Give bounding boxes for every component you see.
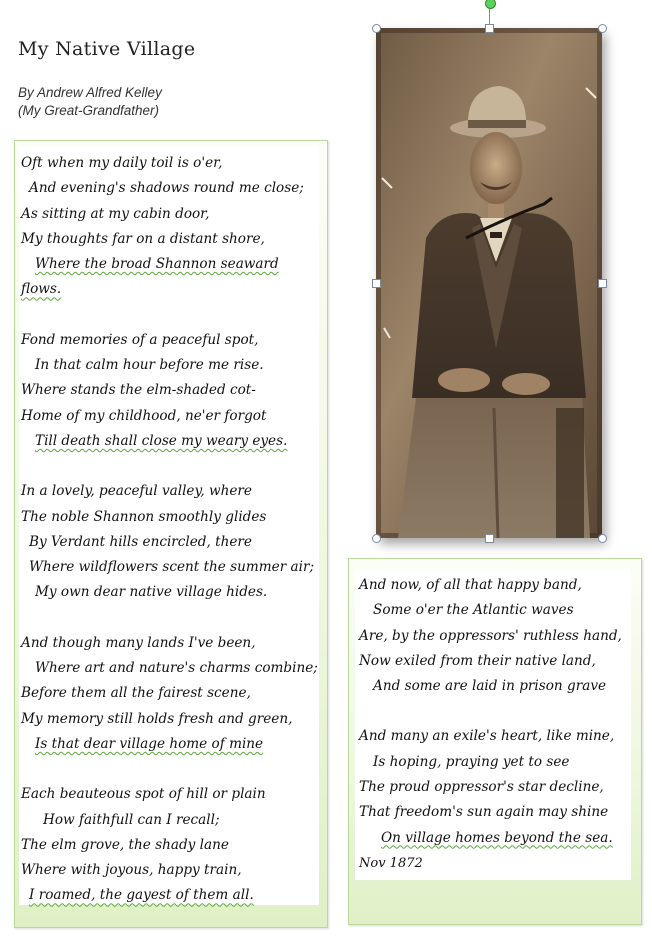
- poem-line: [359, 826, 631, 851]
- poem-textbox-left-inner: [19, 147, 319, 905]
- poem-left: [19, 147, 319, 909]
- poem-line: My thoughts far on a distant shore,: [21, 230, 265, 247]
- poem-line: Where the broad Shannon seaward: [35, 256, 279, 273]
- stanza-4: [21, 631, 319, 757]
- poem-textbox-left[interactable]: [14, 140, 328, 928]
- poem-line: The noble Shannon smoothly glides: [21, 508, 267, 525]
- poem-line: And though many lands I've been,: [21, 634, 256, 651]
- poem-line: Where art and nature's charms combine;: [35, 660, 318, 677]
- poem-line: And many an exile's heart, like mine,: [359, 728, 615, 745]
- byline-author: By Andrew Alfred Kelley: [18, 85, 162, 100]
- poem-date: Nov 1872: [359, 855, 423, 871]
- resize-handle-icon[interactable]: [598, 24, 607, 33]
- poem-line: Before them all the fairest scene,: [21, 685, 251, 702]
- stanza-7: [359, 724, 631, 850]
- poem-line: Where wildflowers scent the summer air;: [29, 559, 315, 576]
- poem-line-text: On village homes beyond the sea.: [381, 829, 613, 846]
- poem-line-text: I roamed, the gayest of them all.: [29, 887, 254, 904]
- poem-line: That freedom's sun again may shine: [359, 804, 609, 821]
- stanza-6: [359, 573, 631, 699]
- poem-line: [21, 732, 319, 757]
- poem-line: My own dear native village hides.: [35, 584, 268, 601]
- poem-line: How faithfull can I recall;: [43, 811, 220, 828]
- resize-handle-icon[interactable]: [598, 279, 607, 288]
- poem-line: By Verdant hills encircled, there: [29, 533, 252, 550]
- resize-handle-icon[interactable]: [372, 24, 381, 33]
- rotate-handle-icon[interactable]: [485, 0, 496, 9]
- poem-line: Is hoping, praying yet to see: [373, 753, 570, 770]
- stanza-2: [21, 328, 319, 454]
- poem-line: Fond memories of a peaceful spot,: [21, 331, 259, 348]
- poem-line: The elm grove, the shady lane: [21, 836, 229, 853]
- resize-handle-icon[interactable]: [372, 534, 381, 543]
- poem-line: [21, 429, 319, 454]
- byline: [18, 84, 162, 120]
- resize-handle-icon[interactable]: [598, 534, 607, 543]
- poem-line: In a lovely, peaceful valley, where: [21, 483, 252, 500]
- poem-line: Where stands the elm-shaded cot-: [21, 382, 256, 399]
- portrait-photo[interactable]: [376, 28, 602, 538]
- poem-line: Are, by the oppressors' ruthless hand,: [359, 627, 622, 644]
- poem-line: And some are laid in prison grave: [373, 678, 607, 695]
- poem-line: Some o'er the Atlantic waves: [373, 602, 574, 619]
- poem-line: My memory still holds fresh and green,: [21, 710, 293, 727]
- portrait-image: [376, 28, 602, 538]
- byline-relation: (My Great-Grandfather): [18, 103, 160, 118]
- resize-handle-icon[interactable]: [485, 24, 494, 33]
- poem-line: flows.: [21, 281, 62, 298]
- poem-right: [355, 569, 631, 876]
- poem-line: Each beauteous spot of hill or plain: [21, 786, 266, 803]
- portrait-photo-frame[interactable]: [376, 28, 602, 538]
- poem-line: Where with joyous, happy train,: [21, 862, 242, 879]
- poem-line: And now, of all that happy band,: [359, 577, 582, 593]
- poem-line: Home of my childhood, ne'er forgot: [21, 407, 267, 424]
- document-title: My Native Village: [18, 38, 196, 60]
- stanza-5: [21, 782, 319, 908]
- poem-line-text: Is that dear village home of mine: [35, 735, 264, 752]
- poem-line: [21, 883, 319, 908]
- resize-handle-icon[interactable]: [485, 534, 494, 543]
- stanza-1: [21, 151, 319, 303]
- stanza-3: [21, 479, 319, 605]
- resize-handle-icon[interactable]: [372, 279, 381, 288]
- poem-textbox-right-inner: [355, 569, 631, 880]
- poem-textbox-right[interactable]: [348, 558, 642, 925]
- poem-line-text: Till death shall close my weary eyes.: [35, 432, 288, 449]
- poem-line: In that calm hour before me rise.: [35, 357, 264, 374]
- poem-line: The proud oppressor's star decline,: [359, 779, 604, 796]
- poem-line: Now exiled from their native land,: [359, 652, 596, 669]
- poem-line: As sitting at my cabin door,: [21, 205, 210, 222]
- poem-line: And evening's shadows round me close;: [29, 180, 304, 197]
- poem-line: Oft when my daily toil is o'er,: [21, 155, 223, 171]
